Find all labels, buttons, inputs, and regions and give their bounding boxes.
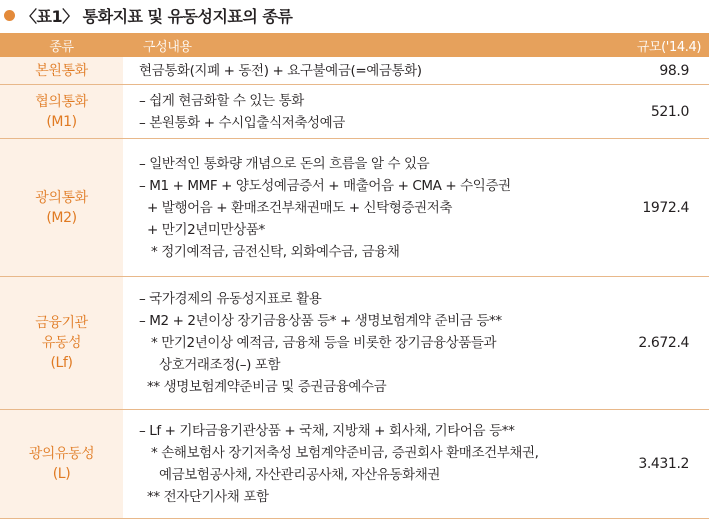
composition-line: – 쉽게 현금화할 수 있는 통화 [139, 92, 304, 109]
kind-cell [0, 57, 123, 85]
composition-cell [123, 139, 623, 277]
composition-footnote: * 만기2년이상 예적금, 금융채 등을 비롯한 장기금융상품들과 [151, 335, 497, 351]
composition-cell [123, 85, 623, 139]
composition-cell [123, 57, 623, 85]
kind-label: (L) [52, 466, 71, 482]
kind-label: 광의유동성 [28, 446, 95, 462]
composition-footnote: 예금보험공사채, 자산관리공사채, 자산유동화채권 [159, 467, 441, 483]
table-row [0, 85, 709, 139]
composition-cell [123, 410, 623, 519]
kind-label: (M1) [46, 113, 77, 130]
composition-footnote: * 정기예적금, 금전신탁, 외화예수금, 금융채 [151, 243, 400, 260]
kind-label: 금융기관 [35, 315, 88, 331]
composition-line: 현금통화(지폐 + 동전) + 요구불예금(=예금통화) [139, 62, 422, 79]
composition-footnote: 상호거래조정(–) 포함 [159, 357, 281, 373]
kind-label: (M2) [46, 209, 77, 226]
table-row [0, 410, 709, 519]
indicator-table [0, 33, 709, 519]
table-header-row [0, 33, 709, 57]
kind-label: 광의통화 [35, 189, 88, 206]
title-bullet-icon [4, 10, 15, 21]
kind-cell [0, 139, 123, 277]
composition-footnote: ** 전자단기사채 포함 [147, 489, 269, 505]
table-row [0, 139, 709, 277]
kind-label: 협의통화 [35, 93, 88, 110]
scale-cell: 521.0 [623, 85, 709, 139]
header-composition: 구성내용 [123, 33, 623, 57]
kind-cell [0, 85, 123, 139]
composition-footnote: ** 생명보험계약준비금 및 증권금융예수금 [147, 379, 387, 395]
scale-cell: 2.672.4 [623, 277, 709, 410]
composition-footnote: * 손해보험사 장기저축성 보험계약준비금, 증권회사 환매조건부채권, [151, 445, 539, 461]
header-scale: 규모('14.4) [623, 33, 709, 57]
scale-cell: 3.431.2 [623, 410, 709, 519]
composition-line: – 국가경제의 유동성지표로 활용 [139, 291, 322, 307]
composition-line: – M2 + 2년이상 장기금융상품 등* + 생명보험계약 준비금 등** [139, 313, 502, 329]
composition-line: – 본원통화 + 수시입출식저축성예금 [139, 114, 345, 131]
kind-cell [0, 410, 123, 519]
kind-label: 유동성 [41, 335, 82, 351]
title-row [0, 0, 709, 30]
kind-label: (Lf) [50, 355, 73, 371]
composition-cell [123, 277, 623, 410]
header-kind: 종류 [0, 33, 123, 57]
composition-line: + 만기2년미만상품* [147, 221, 265, 238]
scale-cell: 98.9 [623, 57, 709, 85]
kind-cell [0, 277, 123, 410]
composition-line: – M1 + MMF + 양도성예금증서 + 매출어음 + CMA + 수익증권 [139, 177, 511, 194]
composition-line: + 발행어음 + 환매조건부채권매도 + 신탁형증권저축 [147, 199, 453, 216]
composition-line: – 일반적인 통화량 개념으로 돈의 흐름을 알 수 있음 [139, 155, 430, 172]
page-title: 〈표1〉 통화지표 및 유동성지표의 종류 [21, 6, 293, 26]
table-row [0, 57, 709, 85]
composition-line: – Lf + 기타금융기관상품 + 국채, 지방채 + 회사채, 기타어음 등** [139, 423, 515, 439]
kind-label: 본원통화 [35, 62, 88, 79]
scale-cell: 1972.4 [623, 139, 709, 277]
table-row [0, 277, 709, 410]
